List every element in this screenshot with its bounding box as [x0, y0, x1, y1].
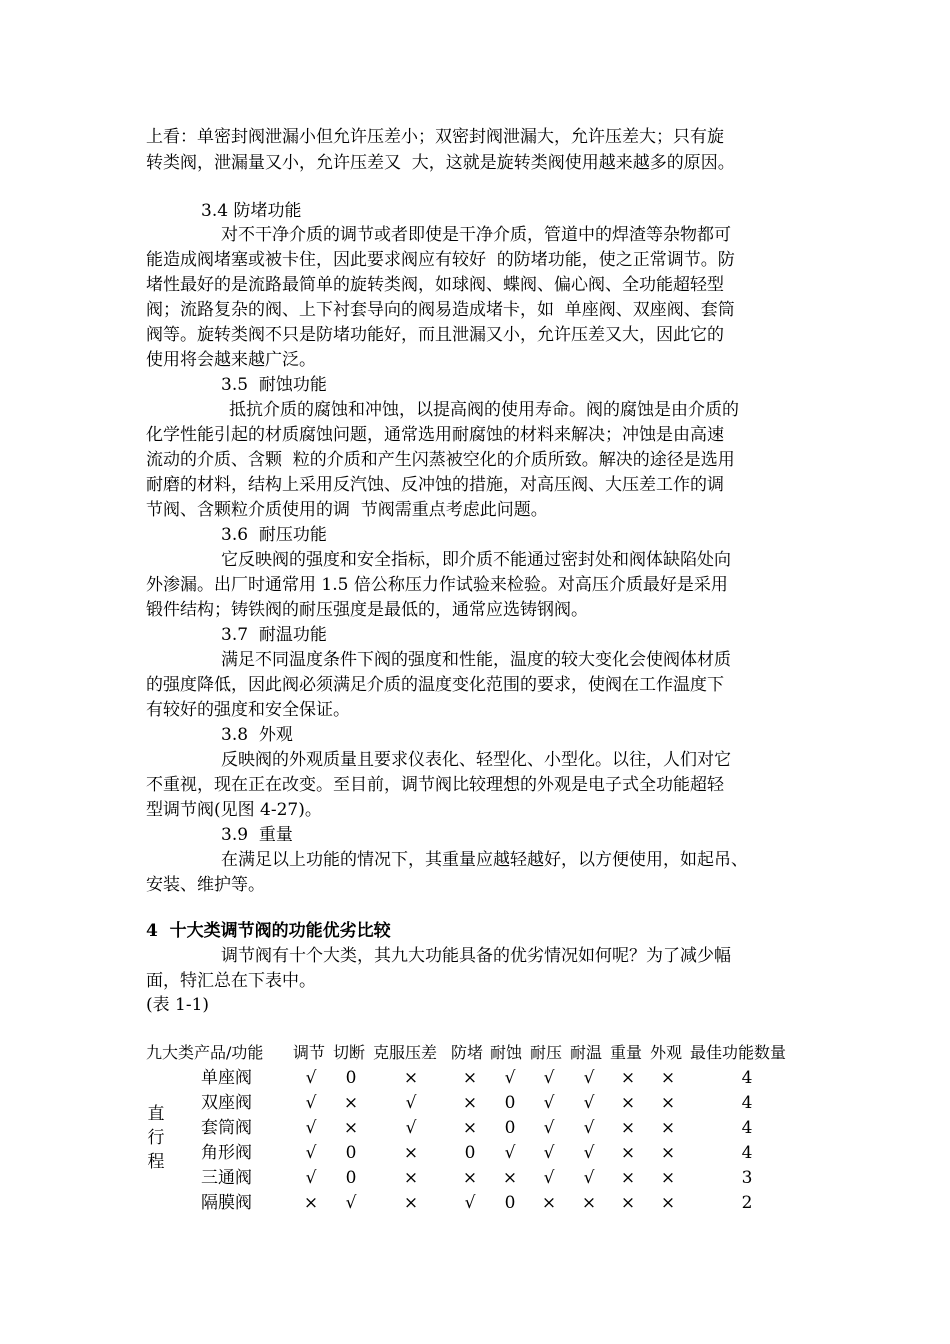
table-cell: √	[405, 1093, 417, 1113]
table-cell: ×	[660, 1093, 676, 1113]
paragraph-line: 转类阀，泄漏量又小，允许压差又 大，这就是旋转类阀使用越来越多的原因。	[146, 153, 735, 173]
section-heading-3-7: 3.7 耐温功能	[221, 625, 327, 645]
row-product-name: 角形阀	[201, 1143, 252, 1163]
table-cell: 0	[345, 1168, 357, 1188]
table-cell: √	[504, 1068, 516, 1088]
section-heading-3-5: 3.5 耐蚀功能	[221, 375, 327, 395]
table-cell: ×	[462, 1118, 478, 1138]
table-cell: √	[504, 1143, 516, 1163]
row-product-name: 单座阀	[201, 1068, 252, 1088]
table-cell: ×	[660, 1143, 676, 1163]
table-cell: √	[543, 1068, 555, 1088]
header-cell: 耐温	[570, 1043, 603, 1062]
header-cell: 重量	[610, 1043, 643, 1062]
section-heading-3-6: 3.6 耐压功能	[221, 525, 327, 545]
table-cell: 0	[345, 1068, 357, 1088]
paragraph-line: 在满足以上功能的情况下，其重量应越轻越好，以方便使用，如起吊、	[221, 850, 748, 870]
table-cell: ×	[403, 1068, 419, 1088]
table-cell: √	[583, 1093, 595, 1113]
table-cell: ×	[403, 1143, 419, 1163]
table-cell: √	[583, 1143, 595, 1163]
table-cell: √	[405, 1118, 417, 1138]
table-cell: ×	[502, 1168, 518, 1188]
table-cell: √	[305, 1118, 317, 1138]
table-cell: ×	[541, 1193, 557, 1213]
paragraph-line: 耐磨的材料，结构上采用反汽蚀、反冲蚀的措施，对高压阀、大压差工作的调	[146, 475, 724, 495]
table-cell: ×	[343, 1118, 359, 1138]
table-cell: ×	[303, 1193, 319, 1213]
paragraph-line: 的强度降低，因此阀必须满足介质的温度变化范围的要求，使阀在工作温度下	[146, 675, 724, 695]
paragraph-line: 满足不同温度条件下阀的强度和性能，温度的较大变化会使阀体材质	[221, 650, 731, 670]
header-cell: 防堵	[451, 1043, 484, 1062]
table-cell: √	[305, 1093, 317, 1113]
header-cell: 克服压差	[373, 1043, 438, 1062]
table-cell: √	[305, 1068, 317, 1088]
paragraph-line: 使用将会越来越广泛。	[146, 350, 316, 370]
table-cell: ×	[462, 1168, 478, 1188]
table-cell: ×	[620, 1168, 636, 1188]
row-product-name: 三通阀	[201, 1168, 252, 1188]
paragraph-line: 锻件结构；铸铁阀的耐压强度是最低的，通常应选铸钢阀。	[146, 600, 588, 620]
paragraph-line: 安装、维护等。	[146, 875, 265, 895]
paragraph-line: 外渗漏。出厂时通常用 1.5 倍公称压力作试验来检验。对高压介质最好是采用	[146, 575, 728, 595]
paragraph-line: 阀等。旋转类阀不只是防堵功能好，而且泄漏又小，允许压差又大，因此它的	[146, 325, 724, 345]
table-cell: ×	[462, 1068, 478, 1088]
paragraph-line: 阀；流路复杂的阀、上下衬套导向的阀易造成堵卡，如 单座阀、双座阀、套筒	[146, 300, 735, 320]
table-cell: 0	[345, 1143, 357, 1163]
table-cell: ×	[660, 1118, 676, 1138]
table-cell: √	[583, 1118, 595, 1138]
table-cell: ×	[620, 1193, 636, 1213]
section-heading-3-8: 3.8 外观	[221, 725, 293, 745]
header-cell: 耐压	[530, 1043, 563, 1062]
header-cell: 调节	[293, 1043, 326, 1062]
paragraph-line: 面，特汇总在下表中。	[146, 971, 316, 991]
table-cell: ×	[403, 1168, 419, 1188]
row-product-name: 套筒阀	[201, 1118, 252, 1138]
table-cell: √	[583, 1068, 595, 1088]
group-label: 直行程	[147, 1104, 165, 1172]
table-cell: 2	[741, 1193, 753, 1213]
table-cell: ×	[620, 1068, 636, 1088]
table-cell: √	[543, 1143, 555, 1163]
table-cell: √	[583, 1168, 595, 1188]
table-cell: √	[345, 1193, 357, 1213]
table-cell: ×	[660, 1168, 676, 1188]
header-cell: 切断	[333, 1043, 366, 1062]
header-cell: 耐蚀	[490, 1043, 523, 1062]
table-cell: 0	[464, 1143, 476, 1163]
paragraph-line: 上看：单密封阀泄漏小但允许压差小；双密封阀泄漏大，允许压差大；只有旋	[146, 127, 724, 147]
paragraph-line: 有较好的强度和安全保证。	[146, 700, 350, 720]
table-cell: 0	[504, 1093, 516, 1113]
section-heading-4: 4 十大类调节阀的功能优劣比较	[146, 921, 391, 941]
paragraph-line: 流动的介质、含颗 粒的介质和产生闪蒸被空化的介质所致。解决的途径是选用	[146, 450, 735, 470]
table-cell: ×	[343, 1093, 359, 1113]
table-cell: 0	[504, 1193, 516, 1213]
paragraph-line: 堵性最好的是流路最简单的旋转类阀，如球阀、蝶阀、偏心阀、全功能超轻型	[146, 275, 724, 295]
paragraph-line: 抵抗介质的腐蚀和冲蚀，以提高阀的使用寿命。阀的腐蚀是由介质的	[229, 400, 739, 420]
header-cell: 最佳功能数量	[690, 1043, 787, 1062]
table-cell: ×	[660, 1068, 676, 1088]
row-product-name: 隔膜阀	[201, 1193, 252, 1213]
table-cell: ×	[403, 1193, 419, 1213]
table-cell: ×	[620, 1093, 636, 1113]
paragraph-line: 化学性能引起的材质腐蚀问题，通常选用耐腐蚀的材料来解决；冲蚀是由高速	[146, 425, 724, 445]
section-heading-3-9: 3.9 重量	[221, 825, 293, 845]
header-cell: 外观	[650, 1043, 683, 1062]
table-cell: √	[464, 1193, 476, 1213]
section-heading-3-4: 3.4 防堵功能	[201, 201, 302, 221]
header-cell: 九大类产品/功能	[146, 1043, 264, 1062]
table-cell: √	[543, 1093, 555, 1113]
paragraph-line: 节阀、含颗粒介质使用的调 节阀需重点考虑此问题。	[146, 500, 548, 520]
row-product-name: 双座阀	[201, 1093, 252, 1113]
paragraph-line: 不重视，现在正在改变。至目前，调节阀比较理想的外观是电子式全功能超轻	[146, 775, 724, 795]
table-cell: √	[305, 1143, 317, 1163]
table-cell: √	[305, 1168, 317, 1188]
table-cell: 0	[504, 1118, 516, 1138]
table-cell: 4	[741, 1118, 753, 1138]
table-cell: ×	[660, 1193, 676, 1213]
paragraph-line: 能造成阀堵塞或被卡住，因此要求阀应有较好 的防堵功能，使之正常调节。防	[146, 250, 735, 270]
table-cell: 3	[741, 1168, 753, 1188]
table-cell: 4	[741, 1093, 753, 1113]
paragraph-line: 对不干净介质的调节或者即使是干净介质，管道中的焊渣等杂物都可	[221, 225, 731, 245]
table-cell: ×	[581, 1193, 597, 1213]
paragraph-line: 型调节阀(见图 4-27)。	[146, 800, 322, 820]
paragraph-line: 它反映阀的强度和安全指标，即介质不能通过密封处和阀体缺陷处向	[221, 550, 731, 570]
table-cell: √	[543, 1118, 555, 1138]
table-cell: ×	[620, 1118, 636, 1138]
table-cell: ×	[620, 1143, 636, 1163]
table-cell: ×	[462, 1093, 478, 1113]
table-cell: √	[543, 1168, 555, 1188]
paragraph-line: 反映阀的外观质量且要求仪表化、轻型化、小型化。以往，人们对它	[221, 750, 731, 770]
table-cell: 4	[741, 1143, 753, 1163]
table-caption: (表 1-1)	[146, 995, 210, 1015]
table-cell: 4	[741, 1068, 753, 1088]
paragraph-line: 调节阀有十个大类，其九大功能具备的优劣情况如何呢？为了减少幅	[221, 946, 731, 966]
